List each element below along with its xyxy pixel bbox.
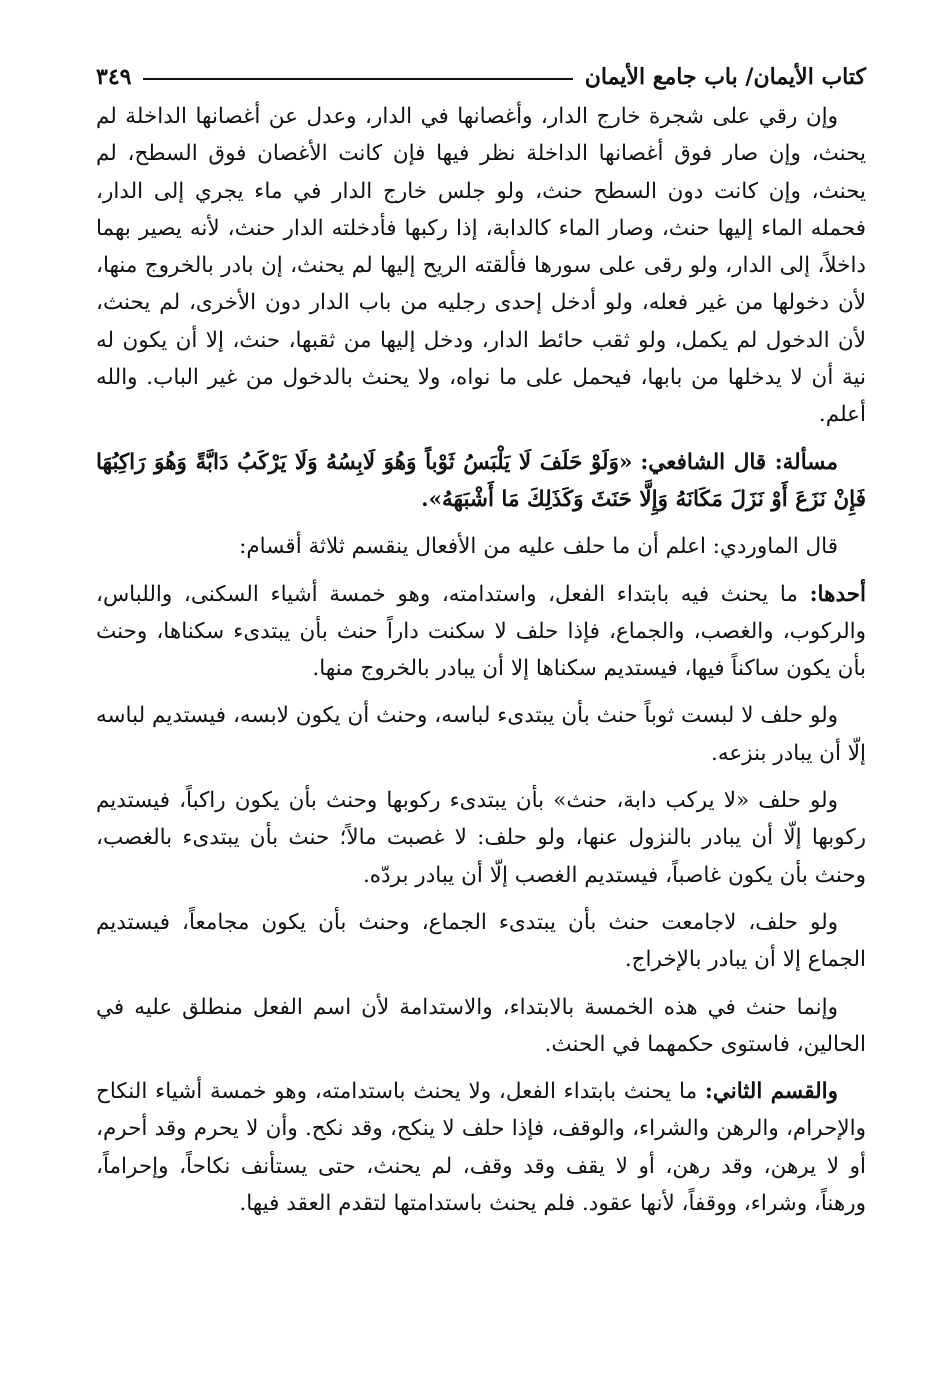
paragraph-6-text: ولو حلف «لا يركب دابة، حنث» بأن يبتدىء ركوبها وحنث بأن يكون راكباً، فيستديم ركوبها إلّا أن يبادر بالنزول عنها، ولو حلف: لا غصبت مالاً؛ حنث بأن يبتدىء بالغصب، وحنث بأن يكون غاصباً، فيستديم الغصب إلّا أن يبادر بردّه. <box>96 788 866 888</box>
paragraph-4-text: ما يحنث فيه بابتداء الفعل، واستدامته، وهو خمسة أشياء السكنى، واللباس، والركوب، والغصب، والجماع، فإذا حلف لا سكنت داراً حنث بأن يبتدىء سكناها، وحنث بأن يكون ساكناً فيها، فيستديم سكناها إلا أن يبادر بالخروج منها. <box>96 581 866 682</box>
paragraph-6 <box>96 782 866 894</box>
paragraph-3 <box>96 528 866 565</box>
page-number: ٣٤٩ <box>96 64 132 90</box>
paragraph-1-text: وإن رقي على شجرة خارج الدار، وأغصانها في الدار، وعدل عن أغصانها الداخلة لم يحنث، وإن صار فوق أغصانها الداخلة نظر فيها فإن كانت الأغصان فوق السطح، لم يحنث، وإن كانت دون السطح حنث، ولو جلس خارج الدار في ماء يجري إلى الدار، فحمله الماء إليها حنث، وصار الماء كالدابة، إذا ركبها فأدخلته الدار حنث، لأنه يصير بهما داخلاً، إلى الدار، ولو رقى على سورها فألقته الريح إليها لم يحنث، إن بادر بالخروج منها، لأن دخولها من غير فعله، ولو أدخل إحدى رجليه من باب الدار دون الأخرى، لم يحنث، لأن الدخول لم يكمل، ولو ثقب حائط الدار، ودخل إليها من ثقبها، حنث، إلا أن يكون له نية أن لا يدخلها من بابها، فيحمل على ما نواه، ولا يحنث بالدخول من غير الباب. والله أعلم. <box>96 104 866 428</box>
paragraph-2-quote: «وَلَوْ حَلَفَ لَا يَلْبَسُ ثَوْباً وَهُوَ لَابِسُهُ وَلَا يَرْكَبُ دَابَّةً وَهُوَ رَاكِبُهَا فَإِنْ نَزَعَ أَوْ نَزَلَ مَكَانَهُ وَإِلَّا حَنَثَ وَكَذَلِكَ مَا أَشْبَهَهُ». <box>96 449 866 512</box>
paragraph-3-text: قال الماوردي: اعلم أن ما حلف عليه من الأفعال ينقسم ثلاثة أقسام: <box>239 534 838 560</box>
paragraph-7-text: ولو حلف، لاجامعت حنث بأن يبتدىء الجماع، وحنث بأن يكون مجامعاً، فيستديم الجماع إلا أن يبادر بالإخراج. <box>96 909 866 973</box>
paragraph-5 <box>96 697 866 772</box>
chapter-title: كتاب الأيمان/ باب جامع الأيمان <box>584 64 866 90</box>
paragraph-9 <box>96 1073 866 1222</box>
paragraph-8 <box>96 989 866 1064</box>
paragraph-2 <box>96 444 866 519</box>
paragraph-2-label: مسألة: قال الشافعي: <box>640 449 838 475</box>
paragraph-1 <box>96 98 866 434</box>
paragraph-9-label: والقسم الثاني: <box>704 1079 838 1105</box>
paragraph-5-text: ولو حلف لا لبست ثوباً حنث بأن يبتدىء لباسه، وحنث أن يكون لابسه، فيستديم لباسه إلّا أن يبادر بنزعه. <box>96 703 866 766</box>
running-header <box>96 62 866 92</box>
paragraph-4-label: أحدها: <box>809 581 866 607</box>
paragraph-4 <box>96 576 866 688</box>
paragraph-8-text: وإنما حنث في هذه الخمسة بالابتداء، والاستدامة لأن اسم الفعل منطلق عليه في الحالين، فاستوى حكمهما في الحنث. <box>96 994 866 1057</box>
paragraph-7 <box>96 904 866 979</box>
paragraph-9-text: ما يحنث بابتداء الفعل، ولا يحنث باستدامته، وهو خمسة أشياء النكاح والإحرام، والرهن والشراء، والوقف، فإذا حلف لا ينكح، وقد نكح. وأن لا يحرم وقد أحرم، أو لا يرهن، وقد رهن، أو لا يقف وقد وقف، لم يحنث، حتى يستأنف نكاحاً، وإحراماً، ورهناً، وشراء، ووقفاً، لأنها عقود. فلم يحنث باستدامتها لتقدم العقد فيها. <box>96 1079 866 1217</box>
header-rule <box>143 78 572 80</box>
